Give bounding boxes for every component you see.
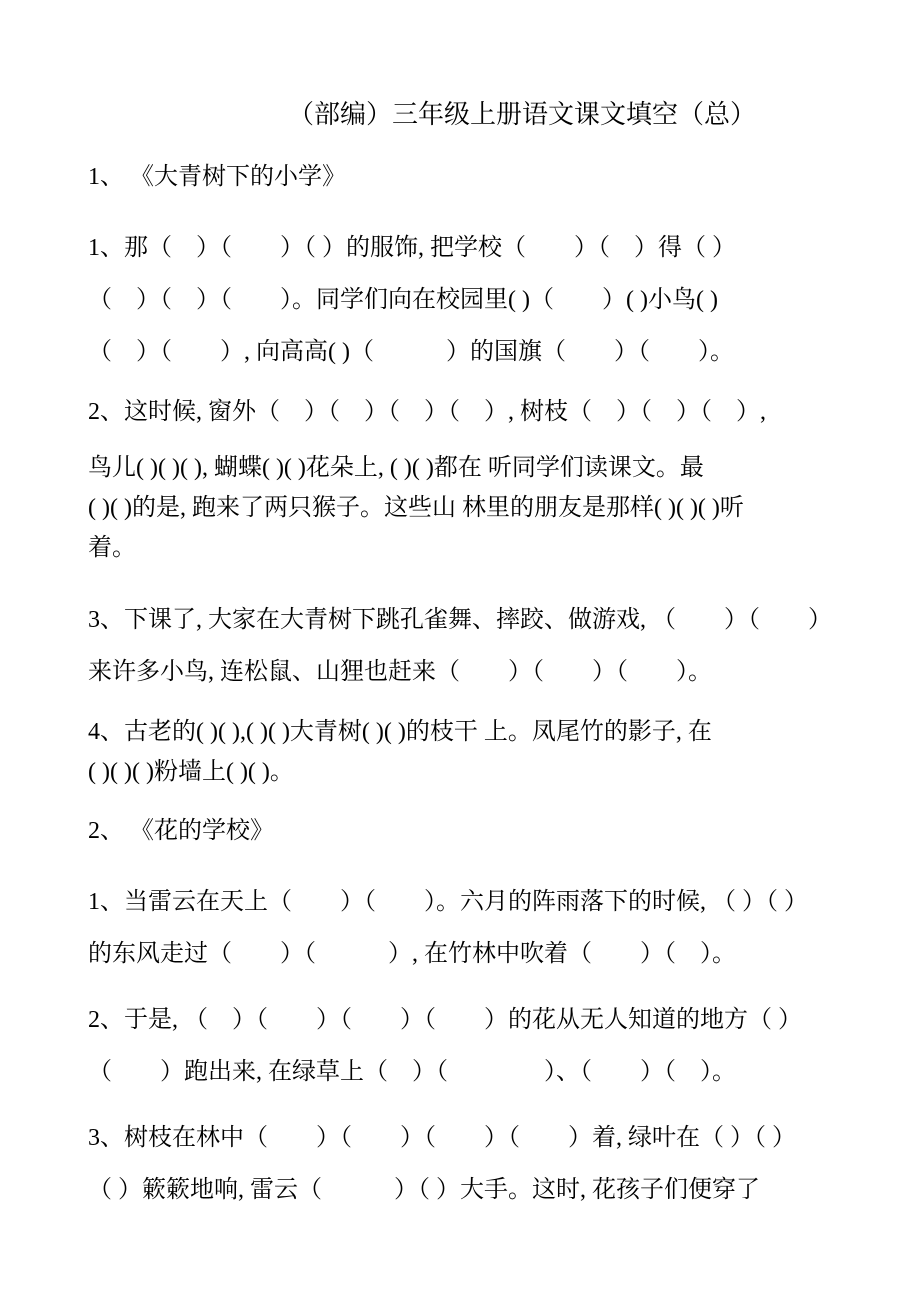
section-1-paragraph-3 [88, 594, 842, 698]
text-line: 着。 [88, 535, 136, 561]
text-line: 3、树枝在林中（ ）（ ）（ ）（ ）着, 绿叶在（ ）（ ） [88, 1125, 796, 1151]
text-line: 2、这时候, 窗外（ ）（ ）（ ）（ ）, 树枝（ ）（ ）（ ）, [88, 399, 766, 425]
text-line: 的东风走过（ ）（ ）, 在竹林中吹着（ ）（ ）。 [88, 941, 736, 967]
section-2-heading: 2、 《花的学校》 [88, 818, 274, 844]
text-line: （ ）簌簌地响, 雷云（ ）（ ）大手。这时, 花孩子们便穿了 [88, 1177, 760, 1203]
text-line: 来许多小鸟, 连松鼠、山狸也赶来（ ）（ ）（ ）。 [88, 659, 712, 685]
document-title: （部编）三年级上册语文课文填空（总） [288, 100, 757, 129]
section-2-paragraph-3 [88, 1112, 842, 1216]
text-line: 1、当雷云在天上（ ）（ ）。六月的阵雨落下的时候, （ ）（ ） [88, 889, 808, 915]
text-line: ( )( )( )粉墙上( )( )。 [88, 759, 294, 785]
text-line: （ ）（ ）（ ）。同学们向在校园里( )（ ）( )小鸟( ) [88, 287, 718, 313]
text-line: （ ）（ ）, 向高高( )（ ）的国旗（ ）（ ）。 [88, 339, 734, 365]
section-1-paragraph-2 [88, 386, 842, 568]
text-line: 1、那（ ）（ ）（ ）的服饰, 把学校（ ）（ ）得（ ） [88, 235, 736, 261]
text-line: 鸟儿( )( )( ), 蝴蝶( )( )花朵上, ( )( )都在 听同学们读课文。最 [88, 455, 704, 481]
section-1-paragraph-1 [88, 222, 842, 378]
text-line: ( )( )的是, 跑来了两只猴子。这些山 林里的朋友是那样( )( )( )听 [88, 495, 744, 521]
text-line: 4、古老的( )( ),( )( )大青树( )( )的枝干 上。凤尾竹的影子, 在 [88, 719, 712, 745]
text-line: （ ）跑出来, 在绿草上（ ）（ ）、（ ）（ ）。 [88, 1059, 736, 1085]
section-2-paragraph-1 [88, 876, 842, 980]
text-line: 2、于是, （ ）（ ）（ ）（ ）的花从无人知道的地方（ ） [88, 1007, 802, 1033]
text-line: 3、下课了, 大家在大青树下跳孔雀舞、摔跤、做游戏, （ ）（ ） [88, 607, 832, 633]
section-1-paragraph-4 [88, 712, 842, 792]
section-2-paragraph-2 [88, 994, 842, 1098]
section-1-heading: 1、 《大青树下的小学》 [88, 164, 346, 190]
